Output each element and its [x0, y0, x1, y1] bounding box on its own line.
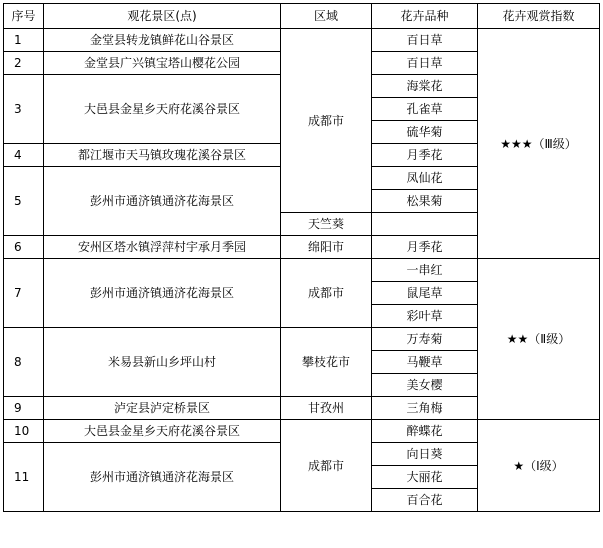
header-seq: 序号: [4, 4, 44, 29]
row-seq: 5: [4, 167, 44, 236]
table-row: [4, 259, 600, 282]
row-spot: 都江堰市天马镇玫瑰花溪谷景区: [44, 144, 281, 167]
header-index: 花卉观赏指数: [478, 4, 600, 29]
row-region: 甘孜州: [281, 397, 372, 420]
row-flower: 海棠花: [372, 75, 478, 98]
row-seq: 3: [4, 75, 44, 144]
row-flower: 月季花: [372, 144, 478, 167]
row-region: 成都市: [281, 420, 372, 512]
row-seq: 6: [4, 236, 44, 259]
row-flower: 万寿菊: [372, 328, 478, 351]
row-spot: 金堂县广兴镇宝塔山樱花公园: [44, 52, 281, 75]
flower-viewing-table: [3, 3, 600, 512]
row-seq: 11: [4, 443, 44, 512]
row-seq: 2: [4, 52, 44, 75]
row-flower: 美女樱: [372, 374, 478, 397]
row-region: 成都市: [281, 259, 372, 328]
row-flower: 一串红: [372, 259, 478, 282]
header-row: [4, 4, 600, 29]
row-spot: 米易县新山乡坪山村: [44, 328, 281, 397]
row-spot: 彭州市通济镇通济花海景区: [44, 259, 281, 328]
row-seq: 10: [4, 420, 44, 443]
row-flower: 百合花: [372, 489, 478, 512]
header-region: 区域: [281, 4, 372, 29]
row-flower: 醉蝶花: [372, 420, 478, 443]
row-flower: 孔雀草: [372, 98, 478, 121]
row-seq: 7: [4, 259, 44, 328]
row-flower: 马鞭草: [372, 351, 478, 374]
row-region: 成都市: [281, 29, 372, 213]
row-flower: 松果菊: [372, 190, 478, 213]
row-spot: 安州区塔水镇浮萍村宇承月季园: [44, 236, 281, 259]
table-row: [4, 29, 600, 52]
row-flower: 鼠尾草: [372, 282, 478, 305]
header-spot: 观花景区(点): [44, 4, 281, 29]
row-flower: 彩叶草: [372, 305, 478, 328]
rating-cell: ★★（Ⅱ级）: [478, 259, 600, 420]
row-spot: 大邑县金星乡天府花溪谷景区: [44, 75, 281, 144]
row-seq: 8: [4, 328, 44, 397]
row-spot: 彭州市通济镇通济花海景区: [44, 167, 281, 236]
row-flower: 大丽花: [372, 466, 478, 489]
row-flower: 凤仙花: [372, 167, 478, 190]
row-flower: 百日草: [372, 29, 478, 52]
row-spot: 金堂县转龙镇鲜花山谷景区: [44, 29, 281, 52]
row-seq: 1: [4, 29, 44, 52]
row-spot: 彭州市通济镇通济花海景区: [44, 443, 281, 512]
rating-cell: ★★★（Ⅲ级）: [478, 29, 600, 259]
row-seq: 9: [4, 397, 44, 420]
row-flower: 向日葵: [372, 443, 478, 466]
rating-cell: ★（Ⅰ级）: [478, 420, 600, 512]
row-flower: 天竺葵: [281, 213, 372, 236]
header-variety: 花卉品种: [372, 4, 478, 29]
row-region: 攀枝花市: [281, 328, 372, 397]
table-row: [4, 420, 600, 443]
row-flower: 硫华菊: [372, 121, 478, 144]
row-spot: 大邑县金星乡天府花溪谷景区: [44, 420, 281, 443]
row-spot: 泸定县泸定桥景区: [44, 397, 281, 420]
row-flower: 百日草: [372, 52, 478, 75]
row-region: 绵阳市: [281, 236, 372, 259]
row-flower: 月季花: [372, 236, 478, 259]
row-seq: 4: [4, 144, 44, 167]
row-flower: 三角梅: [372, 397, 478, 420]
